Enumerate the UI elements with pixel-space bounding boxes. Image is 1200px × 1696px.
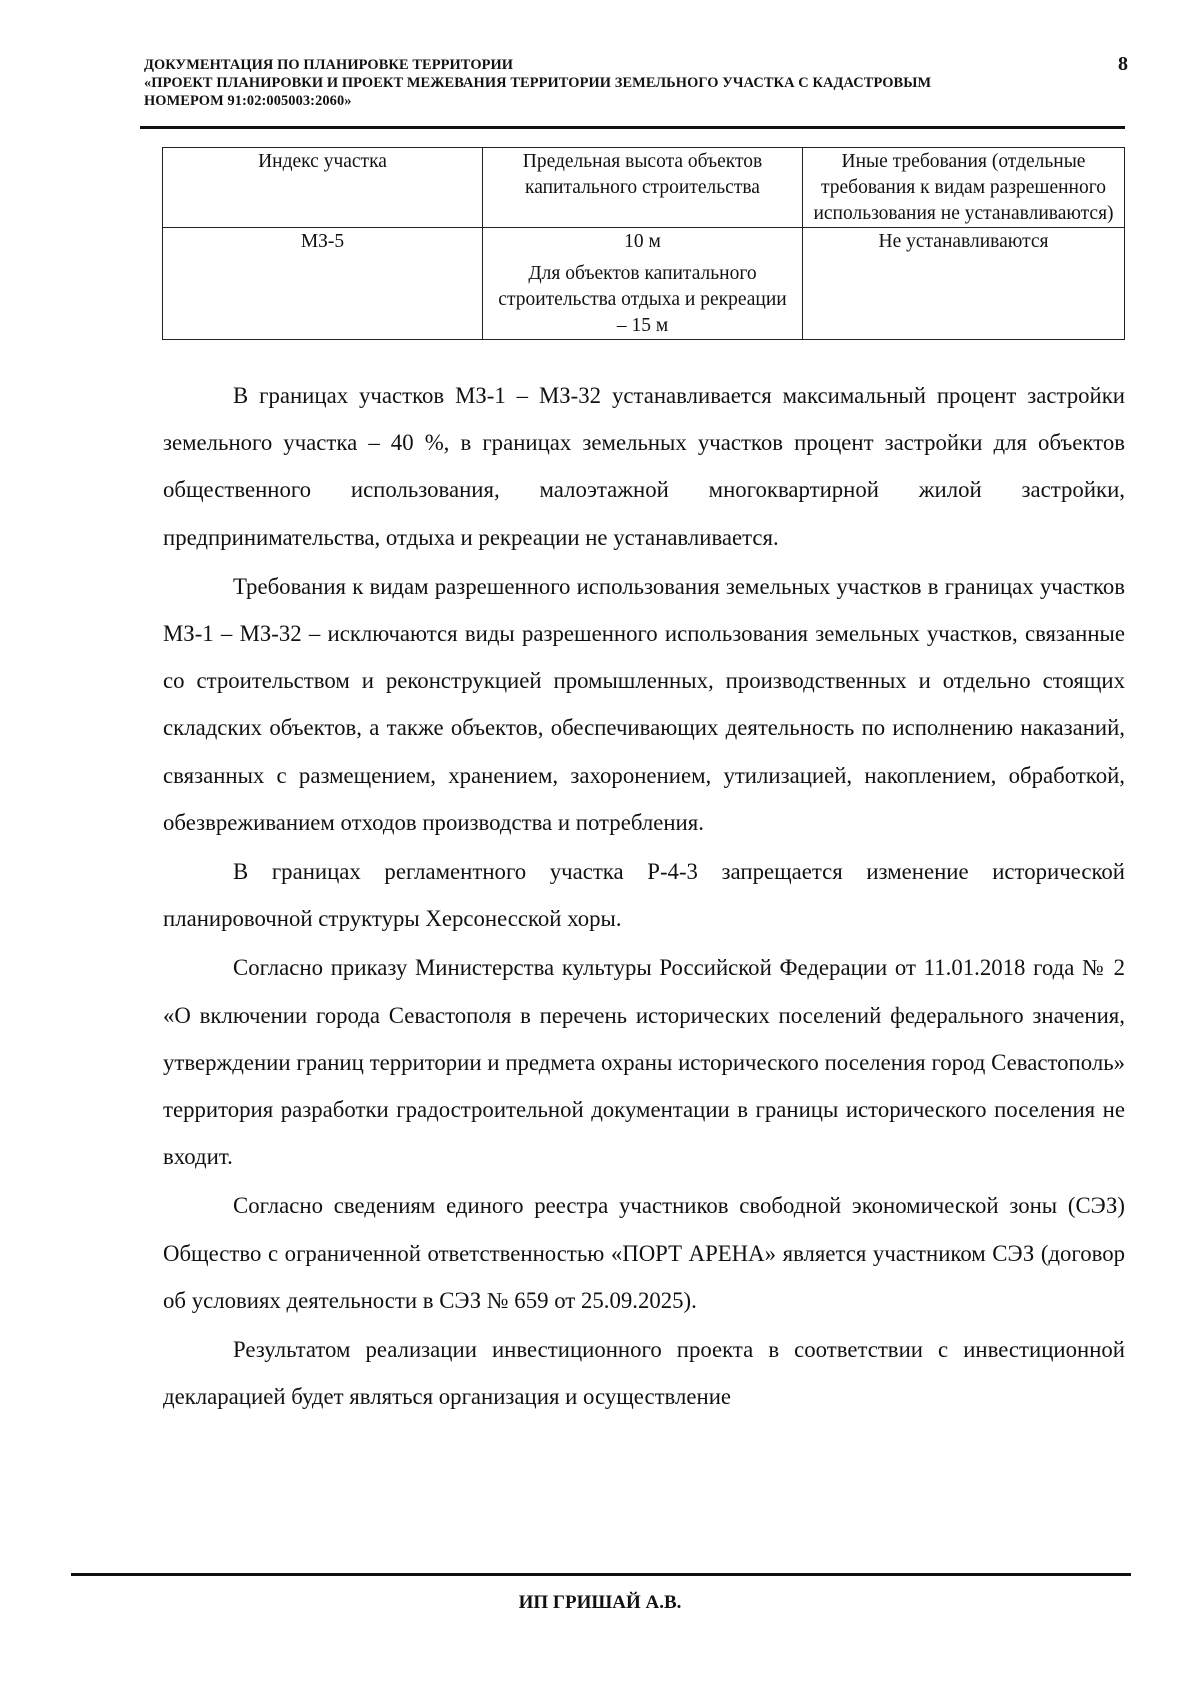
page-number: 8 <box>1118 53 1128 75</box>
header-line-3: НОМЕРОМ 91:02:005003:2060» <box>144 93 352 109</box>
paragraph: Результатом реализации инвестиционного проекта в соответствии с инвестиционной декларацией будет являться организация и осуществление <box>163 1337 1125 1410</box>
paragraph: В границах регламентного участка Р-4-3 запрещается изменение исторической планировочной структуры Херсонесской хоры. <box>163 859 1125 932</box>
requirements-table <box>162 147 1125 340</box>
height-value: 10 м <box>624 231 661 252</box>
table-row <box>163 228 1125 340</box>
paragraph: В границах участков МЗ-1 – МЗ-32 устанавливается максимальный процент застройки земельного участка – 40 %, в границах земельных участков процент застройки для объектов общественного использования, малоэтажной многоквартирной жилой застройки, предпринимательства, отдыха и рекреации не устанавливается. <box>163 383 1125 550</box>
paragraph: Требования к видам разрешенного использования земельных участков в границах участков МЗ-1 – МЗ-32 – исключаются виды разрешенного использования земельных участков, связанные со строительством и реконструкцией промышленных, производственных и отдельно стоящих складских объектов, а также объектов, обеспечивающих деятельность по исполнению наказаний, связанных с размещением, хранением, захоронением, утилизацией, накоплением, обработкой, обезвреживанием отходов производства и потребления. <box>163 573 1125 835</box>
table-header-cell: Предельная высота объектов капитального строительства <box>483 148 803 228</box>
document-body <box>163 372 1125 1420</box>
document-header <box>144 56 1074 110</box>
table-cell-index: МЗ-5 <box>163 228 483 340</box>
height-note: Для объектов капитального строительства отдыха и рекреации – 15 м <box>498 263 787 336</box>
table-header-cell: Иные требования (отдельные требования к видам разрешенного использования не устанавливаются) <box>803 148 1125 228</box>
paragraph: Согласно приказу Министерства культуры Российской Федерации от 11.01.2018 года № 2 «О включении города Севастополя в перечень исторических поселений федерального значения, утверждении границ территории и предмета охраны исторического поселения город Севастополь» территория разработки градостроительной документации в границы исторического поселения не входит. <box>163 955 1125 1170</box>
paragraph: Согласно сведениям единого реестра участников свободной экономической зоны (СЭЗ) Общество с ограниченной ответственностью «ПОРТ АРЕНА» является участником СЭЗ (договор об условиях деятельности в СЭЗ № 659 от 25.09.2025). <box>163 1193 1125 1313</box>
document-footer: ИП ГРИШАЙ А.В. <box>518 1592 682 1613</box>
table-cell-other: Не устанавливаются <box>803 228 1125 340</box>
header-divider <box>140 126 1125 129</box>
table-cell-height <box>483 228 803 340</box>
table-header-row <box>163 148 1125 228</box>
header-line-2: «ПРОЕКТ ПЛАНИРОВКИ И ПРОЕКТ МЕЖЕВАНИЯ ТЕРРИТОРИИ ЗЕМЕЛЬНОГО УЧАСТКА С КАДАСТРОВЫМ <box>144 75 932 91</box>
table-header-cell: Индекс участка <box>163 148 483 228</box>
footer-divider <box>71 1573 1131 1576</box>
header-line-1: ДОКУМЕНТАЦИЯ ПО ПЛАНИРОВКЕ ТЕРРИТОРИИ <box>144 57 514 73</box>
